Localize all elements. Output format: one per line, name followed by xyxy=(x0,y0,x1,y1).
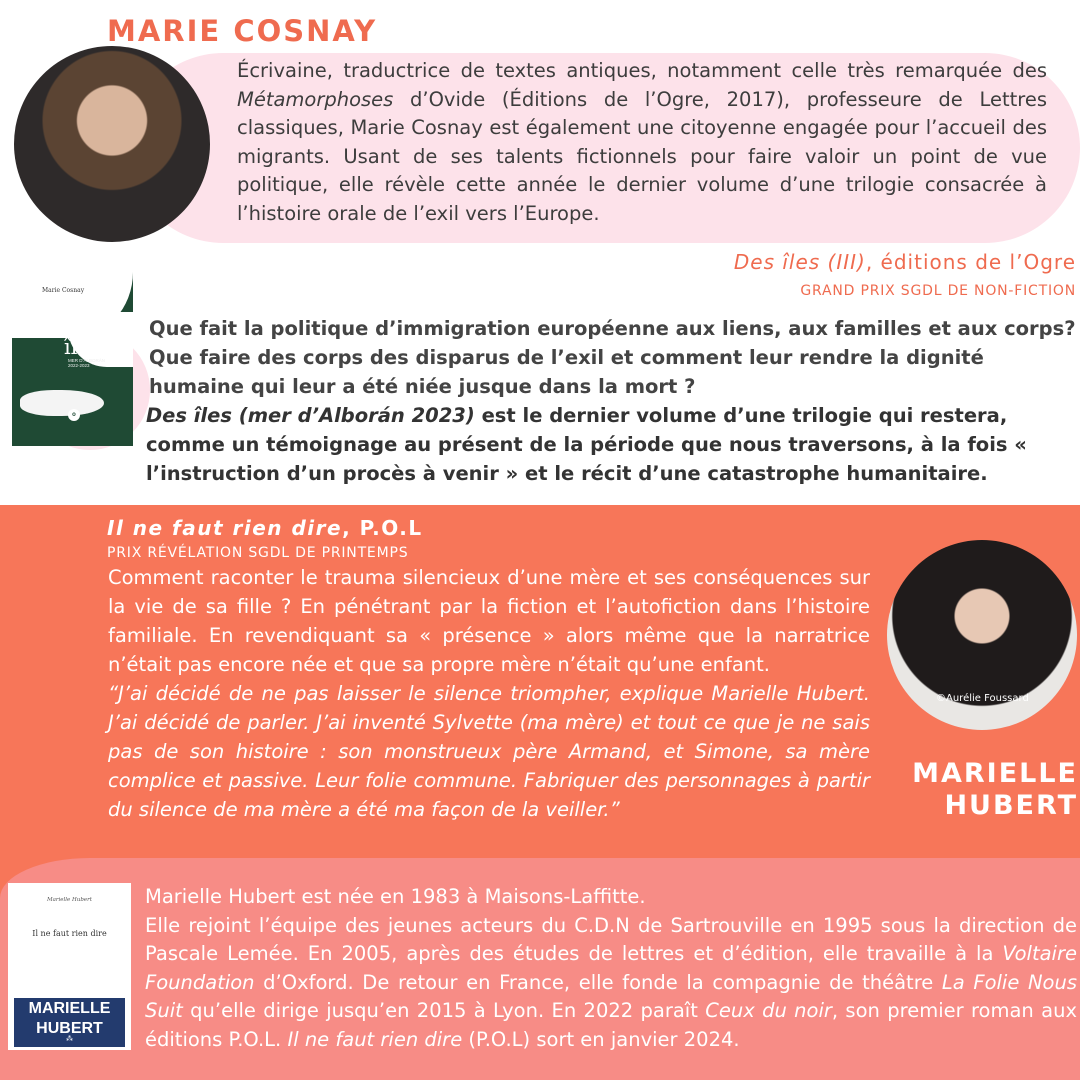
cover-subtitle-line: MER D’ALBORÁN xyxy=(68,358,106,363)
bio-text: (P.O.L) sort en janvier 2024. xyxy=(462,1027,740,1051)
bio-text: qu’elle dirige jusqu’en 2015 à Lyon. En 2022 paraît xyxy=(182,999,706,1022)
laureate1-name: MARIE COSNAY xyxy=(107,14,378,48)
laureate2-book-cover xyxy=(8,883,131,1050)
bio-book-title: Métamorphoses xyxy=(237,87,394,111)
cover-title-line: îles xyxy=(64,335,101,359)
summary-text: est le dernier volume d’une trilogie qui restera, comme un témoignage au présent de la période que nous traversons, à la fois « l’instruction d’un procès à venir » et le récit d’une catastrophe humanitaire. xyxy=(146,404,1027,485)
laureate2-book-heading xyxy=(107,516,423,540)
bio-paragraph xyxy=(145,912,1077,1055)
cover-author: Marie Cosnay xyxy=(42,287,85,294)
summary-book-title: Des îles (mer d’Alborán 2023) xyxy=(146,404,475,427)
bio-line: Marielle Hubert est née en 1983 à Maisons-Laffitte. xyxy=(145,885,646,908)
name-line: MARIELLE xyxy=(912,758,1078,789)
laureate2-bio xyxy=(145,883,1077,1054)
bio-title: Il ne faut rien dire xyxy=(287,1027,463,1051)
cover-band-line: MARIELLE xyxy=(28,1000,111,1017)
laureate2-prize: PRIX RÉVÉLATION SGDL DE PRINTEMPS xyxy=(107,545,409,561)
cover-shape xyxy=(20,390,104,416)
photo-credit: ©Aurélie Foussard xyxy=(936,693,1029,704)
cover-subtitle xyxy=(68,358,105,368)
cover-band-line: HUBERT xyxy=(36,1020,103,1037)
book-title: Il ne faut rien dire xyxy=(107,516,343,540)
book-summary xyxy=(146,401,1080,488)
publisher-logo-icon: o xyxy=(68,409,80,421)
book-publisher: , P.O.L xyxy=(342,516,423,540)
laureate1-book-heading xyxy=(734,250,1076,274)
cover-title-line: des xyxy=(64,317,101,341)
laureate2-book-description xyxy=(108,563,870,824)
cover-title: Il ne faut rien dire xyxy=(32,929,107,938)
book-title: Des îles (III) xyxy=(733,250,866,274)
author-quote: “J’ai décidé de ne pas laisser le silence triompher, explique Marielle Hubert. J’ai décidé de parler. J’ai inventé Sylvette (ma mère) et tout ce que je ne sais pas de son histoire : son monstrueux père Armand, et Simone, sa mère complice et passive. Leur folie commune. Fabriquer des personnages à partir du silence de ma mère a été ma façon de la veiller.” xyxy=(108,682,870,821)
book-question: Que fait la politique d’immigration européenne aux liens, aux familles et aux corps? Que faire des corps des disparus de l’exil et comment leur rendre la dignité humaine qui leur a été niée jusque dans la mort ? xyxy=(149,317,1076,398)
cover-author: Marielle Hubert xyxy=(46,897,93,903)
bio-text: , son premier roman aux éditions P.O.L. xyxy=(145,999,1077,1051)
bio-text: d’Ovide (Éditions de l’Ogre, 2017), professeure de Lettres classiques, Marie Cosnay est également une citoyenne engagée pour l’accueil des migrants. Usant de ses talents fictionnels pour faire valoir un point de vue politique, elle révèle cette année le dernier volume d’une trilogie consacrée à l’histoire orale de l’exil vers l’Europe. xyxy=(237,87,1047,225)
book-publisher: , éditions de l’Ogre xyxy=(865,250,1076,274)
laureate1-bio xyxy=(237,57,1047,228)
laureate1-book-cover xyxy=(12,272,133,446)
cover-subtitle-line: 2022-2023 xyxy=(68,363,90,368)
bio-title: La Folie Nous Suit xyxy=(145,970,1077,1022)
bio-text: Écrivaine, traductrice de textes antiques, notamment celle très remarquée des xyxy=(237,59,1047,82)
bio-title: Ceux du noir xyxy=(705,999,832,1022)
book-intro: Comment raconter le trauma silencieux d’une mère et ses conséquences sur la vie de sa fille ? En pénétrant par la fiction et l’autofiction dans l’histoire familiale. En revendiquant sa « présence » alors même que la narratrice n’était pas encore née et que sa propre mère n’était qu’une enfant. xyxy=(108,566,870,676)
bio-text: d’Oxford. De retour en France, elle fonde la compagnie de théâtre xyxy=(254,970,942,994)
laureate2-name xyxy=(858,758,1078,822)
bio-title: Voltaire Foundation xyxy=(145,942,1077,994)
laureate1-book-description xyxy=(146,314,1080,488)
cover-title xyxy=(64,317,101,359)
bio-text: Elle rejoint l’équipe des jeunes acteurs du C.D.N de Sartrouville en 1995 sous la direction de Pascale Lemée. En 2005, après des études de lettres et d’édition, elle travaille à la xyxy=(145,913,1077,965)
laureate1-prize: GRAND PRIX SGDL DE NON-FICTION xyxy=(800,283,1076,299)
publisher-star-icon: ⁂ xyxy=(66,1036,73,1043)
laureate1-portrait xyxy=(14,46,210,242)
cover-band-text xyxy=(14,999,125,1039)
name-line: HUBERT xyxy=(944,790,1078,821)
